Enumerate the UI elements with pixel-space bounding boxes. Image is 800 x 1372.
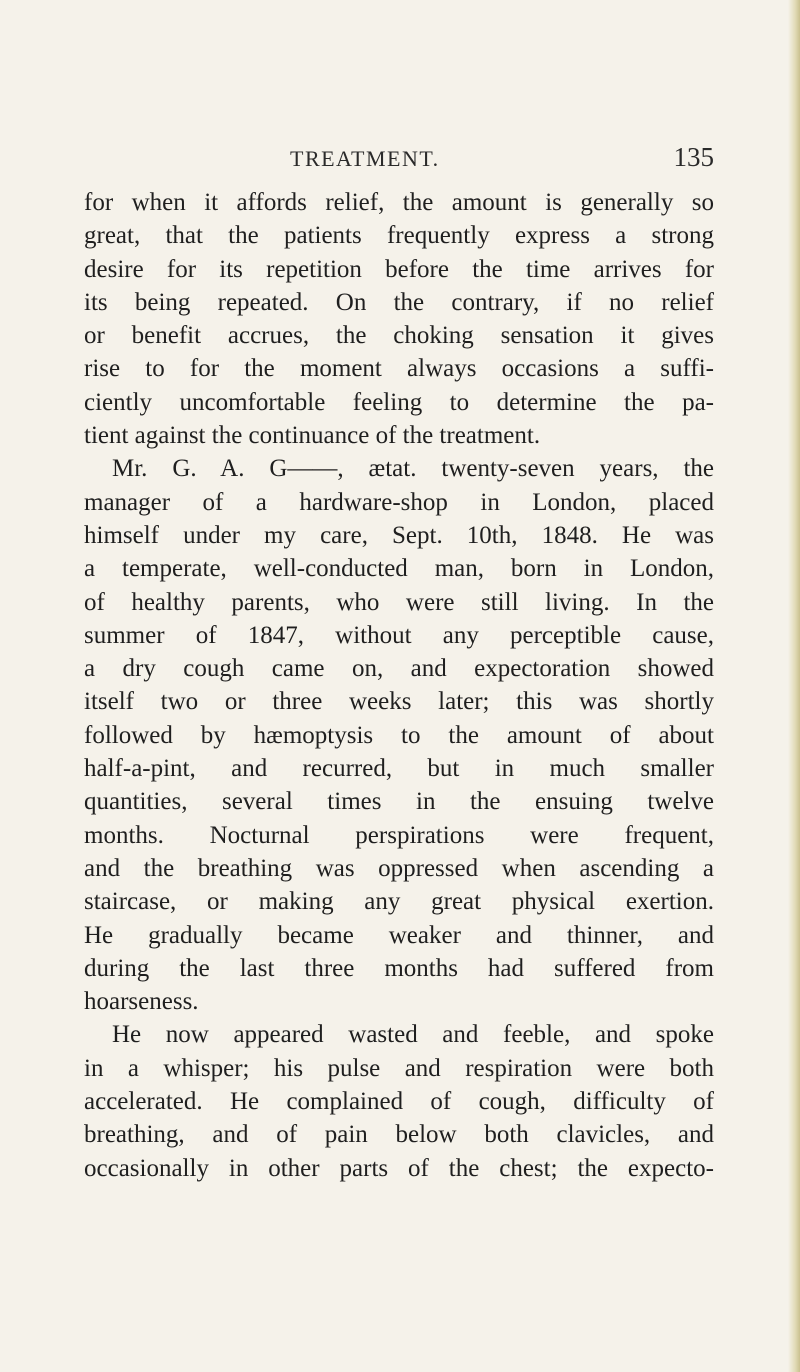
text-line: in a whisper; his pulse and respiration were both	[84, 1054, 714, 1082]
text-line: himself under my care, Sept. 10th, 1848. He was	[84, 521, 714, 549]
text-line: hoarseness.	[84, 988, 199, 1016]
text-line: manager of a hardware-shop in London, placed	[84, 488, 714, 516]
text-line: a dry cough came on, and expectoration showed	[84, 655, 714, 683]
text-line: He gradually became weaker and thinner, and	[84, 921, 714, 949]
text-line: quantities, several times in the ensuing twelve	[84, 788, 714, 816]
text-line: staircase, or making any great physical exertion.	[84, 888, 714, 916]
text-line: great, that the patients frequently express a strong	[84, 222, 714, 250]
text-line: occasionally in other parts of the chest; the expecto-	[84, 1154, 714, 1182]
text-line: its being repeated. On the contrary, if no relief	[84, 288, 714, 316]
text-line: accelerated. He complained of cough, difficulty of	[84, 1088, 714, 1116]
text-line: half-a-pint, and recurred, but in much smaller	[84, 755, 714, 783]
text-line: of healthy parents, who were still living. In the	[84, 588, 714, 616]
page-header	[80, 142, 720, 180]
paragraph-start-line: He now appeared wasted and feeble, and spoke	[112, 1021, 714, 1049]
text-line: during the last three months had suffered from	[84, 954, 714, 982]
text-line: summer of 1847, without any perceptible cause,	[84, 621, 714, 649]
page-edge-shadow	[788, 0, 800, 1372]
text-line: for when it affords relief, the amount is generally so	[84, 189, 714, 216]
text-line: ciently uncomfortable feeling to determine the pa-	[84, 388, 714, 416]
text-line: rise to for the moment always occasions a suffi-	[84, 355, 714, 383]
text-line: a temperate, well-conducted man, born in London,	[84, 555, 714, 583]
text-line: and the breathing was oppressed when ascending a	[84, 854, 714, 882]
text-line: months. Nocturnal perspirations were frequent,	[84, 821, 714, 849]
paragraph-start-line: Mr. G. A. G——, ætat. twenty-seven years, the	[112, 455, 714, 483]
running-head: TREATMENT.	[290, 146, 440, 171]
text-line: tient against the continuance of the treatment.	[84, 422, 541, 450]
text-line: desire for its repetition before the time arrives for	[84, 255, 714, 283]
text-line: or benefit accrues, the choking sensation it gives	[84, 322, 714, 350]
text-line: followed by hæmoptysis to the amount of about	[84, 721, 714, 749]
body-text	[84, 186, 714, 1185]
page-number: 135	[673, 142, 714, 172]
text-line: itself two or three weeks later; this was shortly	[84, 688, 714, 716]
text-line: breathing, and of pain below both clavicles, and	[84, 1121, 714, 1149]
